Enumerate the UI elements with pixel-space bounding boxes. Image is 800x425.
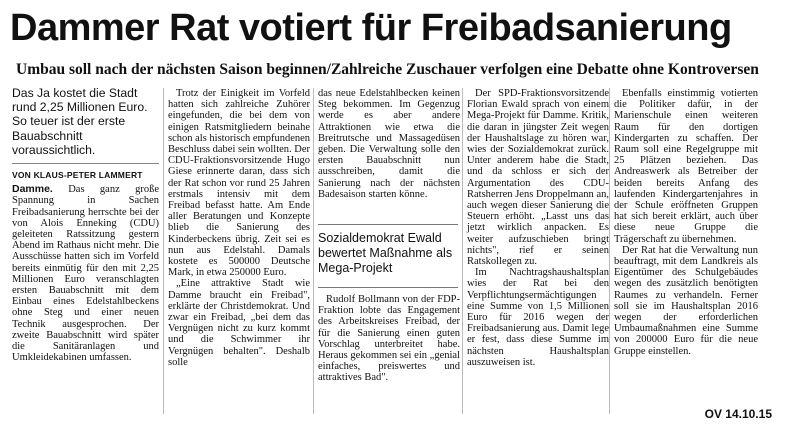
subheadline: Umbau soll nach der nächsten Saison beginnen/Zahlreiche Zuschauer verfolgen eine Debatte ohne Kontroversen bbox=[16, 61, 759, 78]
paragraph: Der Rat hat die Verwaltung nun beauftragt, mit dem Landkreis als Eigentümer des Schulgebäudes wegen des zusätzlich benötigten Raumes zu verhandeln. Ferner soll sie im Haushaltsplan 2016 wegen der erforderlichen Umbaumaßnahmen eine Summe von 200000 Euro für die neue Gruppe einstellen. bbox=[614, 244, 758, 357]
date-stamp: OV 14.10.15 bbox=[704, 407, 772, 421]
paragraph: Trotz der Einigkeit im Vorfeld hatten sich zahlreiche Zuhörer eingefunden, die bei dem von einigen Ratsmitgliedern beinahe schon als historisch empfundenen Beschluss dabei sein wollten. Der CDU-Fraktionsvorsitzende Hugo Giese erinnerte daran, dass sich der Rat schon vor rund 25 Jahren erstmals intensiv mit dem Freibad befasst hatte. Am Ende aller Beratungen und Konzepte blieb die Sanierung des Kinderbeckens übrig. Zeit sei es nun aus Edelstahl. Damals kostete es 500000 Deutsche Mark, in etwa 250000 Euro. bbox=[168, 88, 311, 279]
column-divider bbox=[609, 88, 610, 414]
column-3-bottom bbox=[318, 294, 460, 384]
paragraph: Im Nachtragshaushaltsplan wies der Rat bei den Verpflichtungsermächtigungen eine Summe von 1,5 Millionen Euro für 2016 wegen der Freibadsanierung aus. Damit lege er fest, dass diese Summe im nächsten Haushaltsplan auszuweisen ist. bbox=[467, 267, 609, 368]
column-divider bbox=[163, 88, 164, 414]
column-divider bbox=[462, 88, 463, 414]
column-2 bbox=[168, 88, 310, 368]
column-divider bbox=[313, 88, 314, 414]
lead-paragraph bbox=[12, 184, 159, 363]
paragraph: das neue Edelstahlbecken keinen Steg bekommen. Im Gegenzug werde es aber andere Attraktionen wie etwa die Breitrutsche und Massagedüsen geben. Die Verwaltung solle den ersten Bauabschnitt nun ausschreiben, damit die Sanierung nach der nächsten Badesaison starten könne. bbox=[318, 88, 460, 200]
column-4 bbox=[467, 88, 609, 368]
paragraph: Ebenfalls einstimmig votierten die Politiker dafür, in der Marienschule einen weiteren Raum für den dortigen Kindergarten zu schaffen. Der Raum soll eine Regelgruppe mit 25 Plätzen beziehen. Das Andreaswerk als Betreiber der beiden bereits Anfang des laufenden Kindergartenjahres in der Schule eröffneten Gruppen hat sich bereit erklärt, auch über diese neue Gruppe die Trägerschaft zu übernehmen. bbox=[614, 88, 758, 245]
headline: Dammer Rat votiert für Freibadsanierung bbox=[10, 7, 732, 49]
column-1 bbox=[12, 86, 159, 363]
column-5 bbox=[614, 88, 758, 357]
paragraph: Der SPD-Fraktionsvorsitzende Florian Ewald sprach von einem Mega-Projekt für Damme. Kritik, die daran in jüngster Zeit wegen der Haushaltslage zu hören war, wies der Sozialdemokrat zurück. Unter anderem habe die Stadt, und da schloss er sich der Argumentation des CDU-Ratsherren Jens Droppelmann an, auch wegen dieser Sanierung die Steuern erhöht. „Lasst uns das jetzt wirklich anpacken. Es weiter aufzuschieben bringt nichts", rief er seinen Ratskollegen zu. bbox=[467, 88, 609, 268]
lead-text: Das ganz große Spannung in Sachen Freibadsanierung herrschte bei der von Alois Enneking (CDU) geleiteten Ratssitzung gestern Abend im Rathaus nicht mehr. Die Ausschüsse hatten sich im Vorfeld bereits einmütig für den mit 2,25 Millionen Euro veranschlagten ersten Bauabschnitt mit dem Einbau eines Edelstahlbeckens ohne Steg und einer neuen Technik ausgesprochen. Der zweite Bauabschnitt wird später die Sanitäranlagen und Umkleidekabinen umfassen. bbox=[12, 184, 159, 364]
paragraph: „Eine attraktive Stadt wie Damme braucht ein Freibad", erklärte der Christdemokrat. Und zwar ein Freibad, „bei dem das Vergnügen nicht zu kurz kommt und die Schwimmer ihr Vergnügen behalten". Deshalb solle bbox=[168, 278, 310, 368]
pull-quote: Sozialdemokrat Ewald bewertet Maßnahme als Mega-Projekt bbox=[318, 224, 458, 288]
teaser: Das Ja kostet die Stadt rund 2,25 Millionen Euro. So teuer ist der erste Bauabschnitt voraussichtlich. bbox=[12, 86, 159, 164]
column-3-top bbox=[318, 88, 460, 200]
author-byline: VON KLAUS-PETER LAMMERT bbox=[12, 170, 143, 181]
dateline: Damme. bbox=[12, 183, 53, 196]
paragraph: Rudolf Bollmann von der FDP-Fraktion lobte das Engagement des Arbeitskreises Freibad, der für die Sanierung einen guten Vorschlag unterbreitet habe. Heraus gekommen sei ein „genial einfaches, preiswertes und attraktives Bad". bbox=[318, 294, 460, 384]
